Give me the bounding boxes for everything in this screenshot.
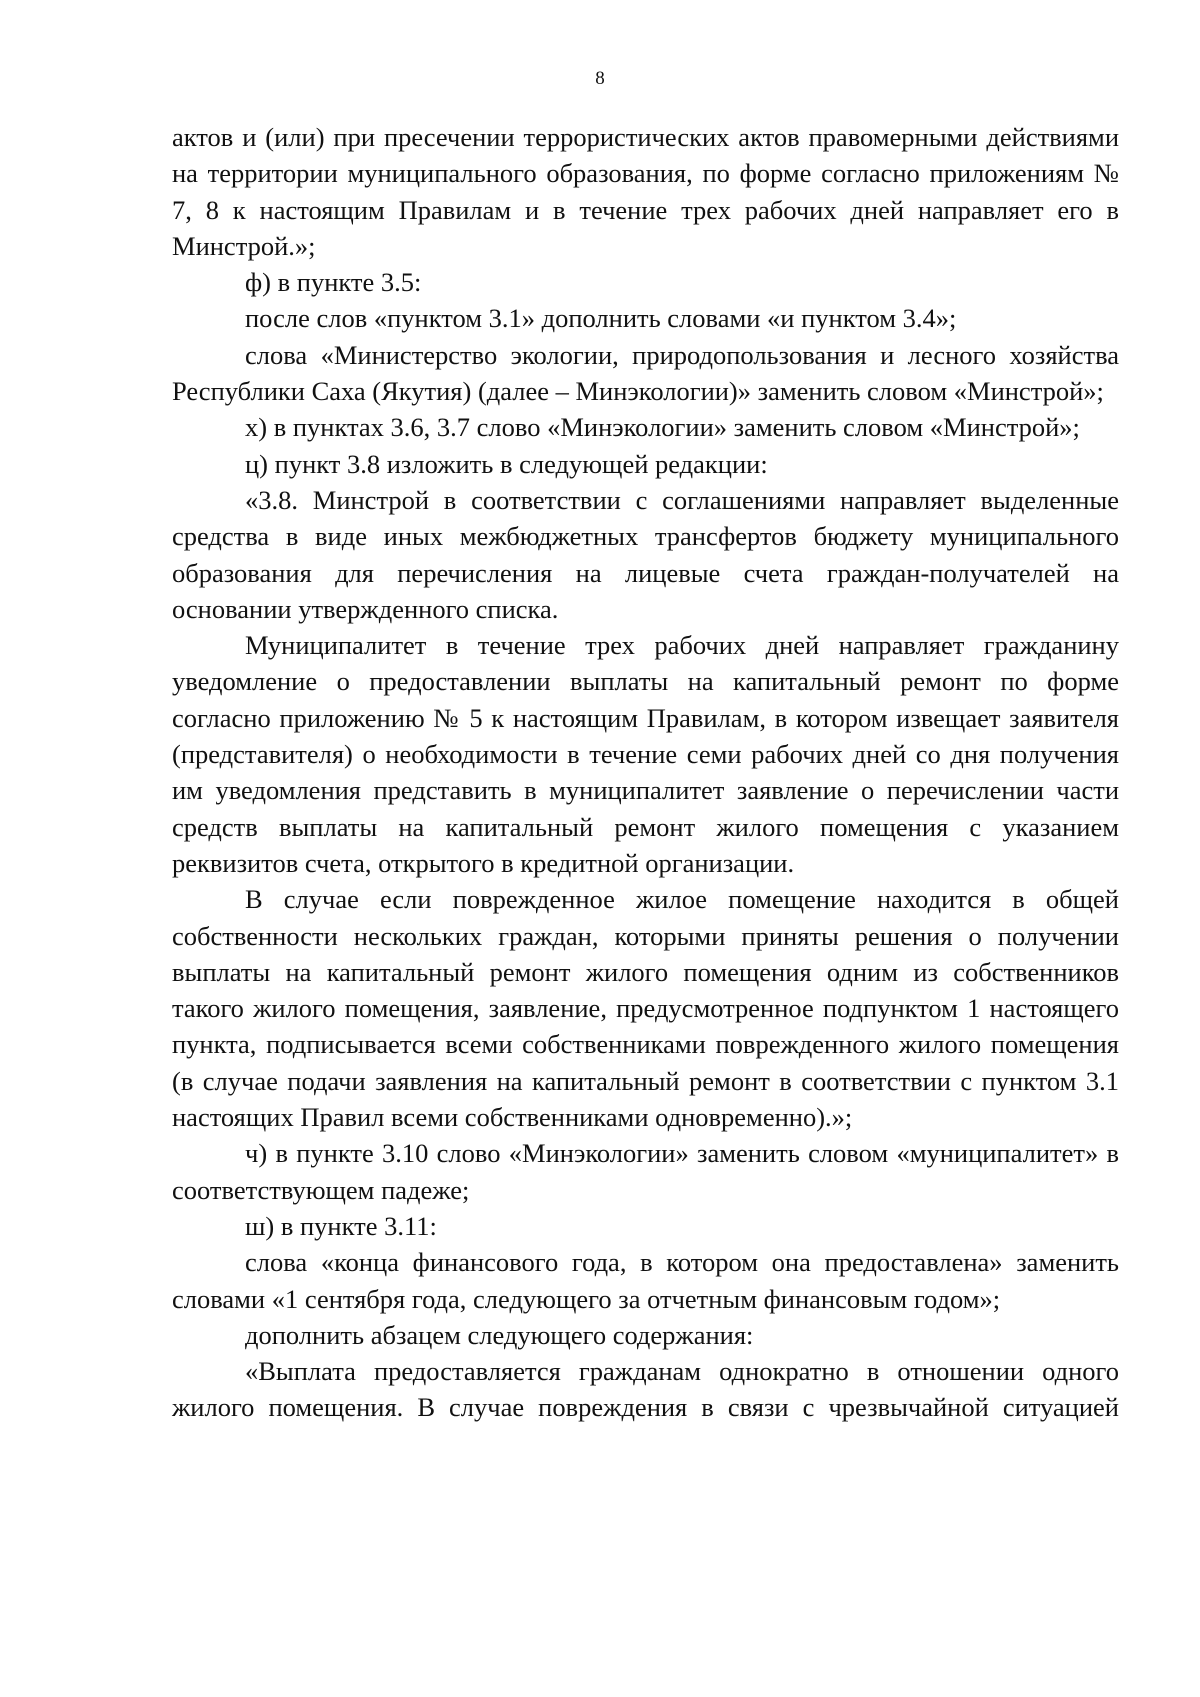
paragraph-clause-3-8: «3.8. Минстрой в соответствии с соглашениями направляет выделенные средства в виде иных межбюджетных трансфертов бюджету муниципального образования для перечисления на лицевые счета граждан-получателей на основании утвержденного списка. <box>172 484 1119 624</box>
paragraph-add-clause: дополнить абзацем следующего содержания: <box>245 1319 754 1350</box>
paragraph-after-words: после слов «пунктом 3.1» дополнить словами «и пунктом 3.4»; <box>245 303 957 334</box>
paragraph-continuation: актов и (или) при пресечении террористических актов правомерными действиями на территории муниципального образования, по форме согласно приложениям № 7, 8 к настоящим Правилам и в течение трех рабочих дней направляет его в Минстрой.»; <box>172 122 1119 261</box>
paragraph-subitem-f: ф) в пункте 3.5: <box>245 267 422 298</box>
paragraph-replace-ministry: слова «Министерство экологии, природопользования и лесного хозяйства Республики Саха (Якутия) (далее – Минэкологии)» заменить словом «Минстрой»; <box>172 339 1119 407</box>
paragraph-replace-deadline: слова «конца финансового года, в котором она предоставлена» заменить словами «1 сентября года, следующего за отчетным финансовым годом»; <box>172 1247 1119 1314</box>
paragraph-one-time-payment: «Выплата предоставляется гражданам однократно в отношении одного жилого помещения. В случае повреждения в связи с чрезвычайной ситуацией <box>172 1356 1119 1423</box>
paragraph-subitem-ch: ч) в пункте 3.10 слово «Минэкологии» заменить словом «муниципалитет» в соответствующем падеже; <box>172 1138 1119 1205</box>
paragraph-shared-ownership: В случае если поврежденное жилое помещение находится в общей собственности нескольких граждан, которыми приняты решения о получении выплаты на капитальный ремонт жилого помещения одним из собственников такого жилого помещения, заявление, предусмотренное подпунктом 1 настоящего пункта, подписывается всеми собственниками поврежденного жилого помещения (в случае подачи заявления на капитальный ремонт в соответствии с пунктом 3.1 настоящих Правил всеми собственниками одновременно).»; <box>172 884 1119 1133</box>
document-body <box>172 119 1119 1426</box>
page-number: 8 <box>595 68 605 89</box>
paragraph-municipality-notice: Муниципалитет в течение трех рабочих дней направляет гражданину уведомление о предоставлении выплаты на капитальный ремонт по форме согласно приложению № 5 к настоящим Правилам, в котором извещает заявителя (представителя) о необходимости в течение семи рабочих дней со дня получения им уведомления представить в муниципалитет заявление о перечислении части средств выплаты на капитальный ремонт жилого помещения с указанием реквизитов счета, открытого в кредитной организации. <box>172 630 1119 878</box>
paragraph-subitem-kh: х) в пунктах 3.6, 3.7 слово «Минэкологии» заменить словом «Минстрой»; <box>245 412 1080 443</box>
paragraph-subitem-ts: ц) пункт 3.8 изложить в следующей редакции: <box>245 448 768 479</box>
paragraph-subitem-sh: ш) в пункте 3.11: <box>245 1210 437 1241</box>
